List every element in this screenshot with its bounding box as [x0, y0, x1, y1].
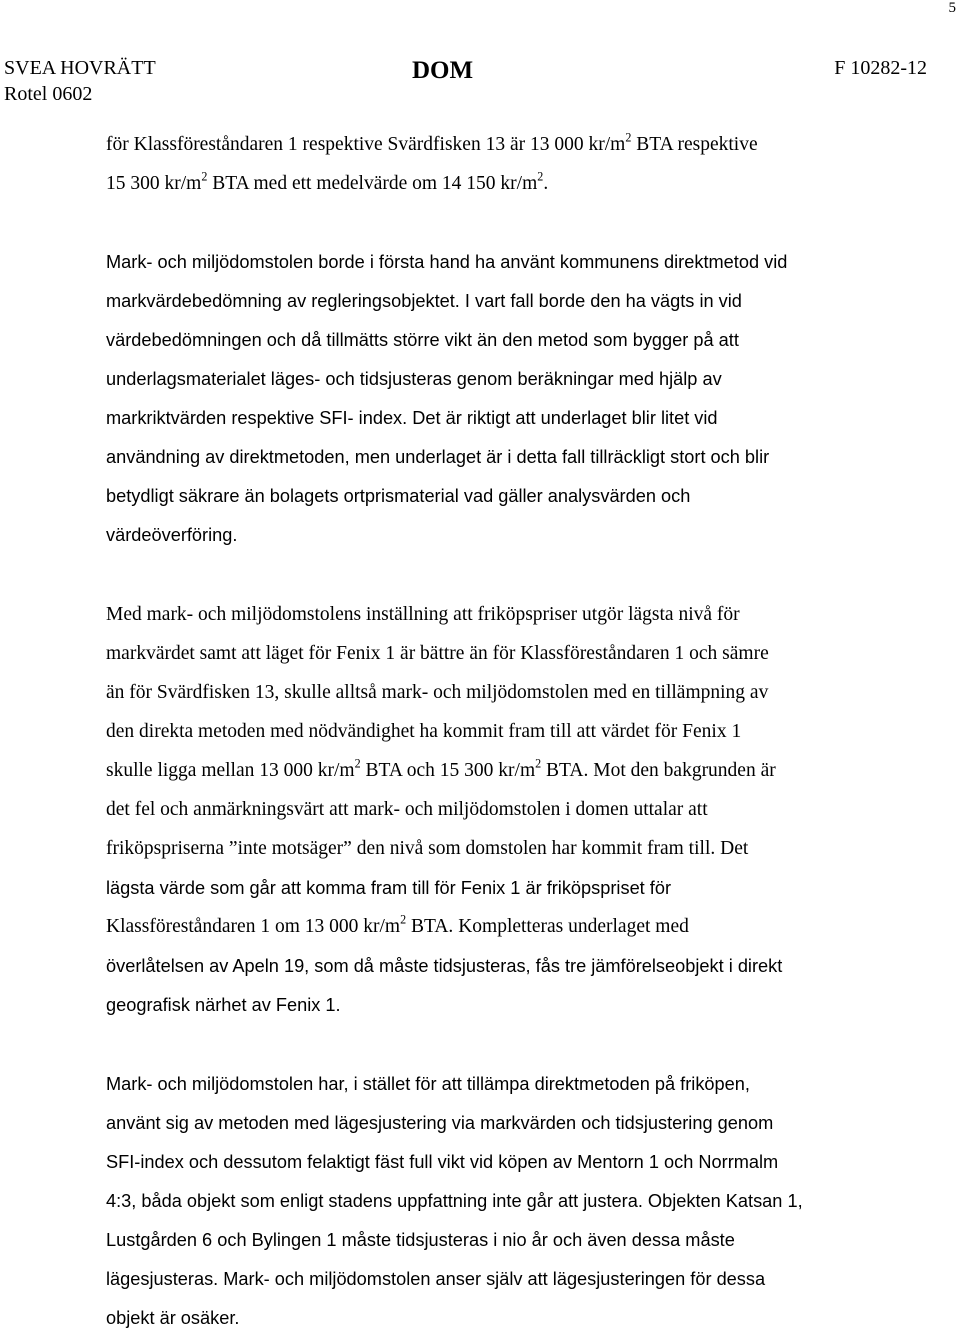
text-line: för Klassföreståndaren 1 respektive Svärdfisken 13 är 13 000 $kr/m^2$ BTA respektive: [106, 130, 758, 155]
text-line: 4:3, båda objekt som enligt stadens uppfattning inte går att justera. Objekten Katsan 1,: [106, 1191, 803, 1211]
text-line: markvärdebedömning av regleringsobjektet. I vart fall borde den ha vägts in vid: [106, 291, 742, 311]
text-line: Med mark- och miljödomstolens inställning att friköpspriser utgör lägsta nivå för: [106, 604, 740, 625]
text-line: SFI-index och dessutom felaktigt fäst full vikt vid köpen av Mentorn 1 och Norrmalm: [106, 1152, 779, 1172]
text-line: skulle ligga mellan 13 000 $kr/m^2$ BTA och 15 300 $kr/m^2$ BTA. Mot den bakgrunden är: [106, 756, 776, 781]
text-line: än för Svärdfisken 13, skulle alltså mark- och miljödomstolen med en tillämpning av: [106, 682, 769, 703]
text-line: Klassföreståndaren 1 om 13 000 $kr/m^2$ BTA. Kompletteras underlaget med: [106, 912, 689, 937]
text-line: friköpspriserna ”inte motsäger” den nivå som domstolen har kommit fram till. Det: [106, 838, 749, 859]
division-name: Rotel 0602: [4, 83, 93, 105]
page-number: 5: [948, 0, 956, 16]
text-line: använt sig av metoden med lägesjustering via markvärden och tidsjustering genom: [106, 1113, 774, 1133]
text-line: lägsta värde som går att komma fram till för Fenix 1 är friköpspriset för: [106, 878, 672, 898]
text-line: det fel och anmärkningsvärt att mark- och miljödomstolen i domen uttalar att: [106, 799, 708, 820]
text-line: objekt är osäker.: [106, 1308, 240, 1328]
case-number: F 10282-12: [834, 57, 927, 79]
text-line: 15 300 $kr/m^2$ BTA med ett medelvärde om 14 150 $kr/m^2$.: [106, 169, 549, 194]
text-line: den direkta metoden med nödvändighet ha kommit fram till att värdet för Fenix 1: [106, 721, 742, 742]
text-line: Lustgården 6 och Bylingen 1 måste tidsjusteras i nio år och även dessa måste: [106, 1230, 735, 1250]
text-line: underlagsmaterialet läges- och tidsjusteras genom beräkningar med hjälp av: [106, 369, 722, 389]
text-line: värdebedömningen och då tillmätts större vikt än den metod som bygger på att: [106, 330, 739, 350]
court-name: SVEA HOVRÄTT: [4, 57, 156, 79]
document-type: DOM: [412, 57, 474, 84]
text-line: användning av direktmetoden, men underlaget är i detta fall tillräckligt stort och blir: [106, 447, 770, 467]
text-line: värdeöverföring.: [106, 525, 238, 545]
text-line: överlåtelsen av Apeln 19, som då måste tidsjusteras, fås tre jämförelseobjekt i direkt: [106, 956, 783, 976]
text-line: Mark- och miljödomstolen har, i stället för att tillämpa direktmetoden på friköpen,: [106, 1074, 750, 1094]
text-line: Mark- och miljödomstolen borde i första hand ha använt kommunens direktmetod vid: [106, 252, 788, 272]
text-line: lägesjusteras. Mark- och miljödomstolen anser själv att lägesjusteringen för dessa: [106, 1269, 766, 1289]
text-line: geografisk närhet av Fenix 1.: [106, 995, 341, 1015]
text-line: markvärdet samt att läget för Fenix 1 är bättre än för Klassföreståndaren 1 och sämre: [106, 643, 769, 664]
text-line: betydligt säkrare än bolagets ortprismaterial vad gäller analysvärden och: [106, 486, 691, 506]
text-line: markriktvärden respektive SFI- index. Det är riktigt att underlaget blir litet vid: [106, 408, 718, 428]
